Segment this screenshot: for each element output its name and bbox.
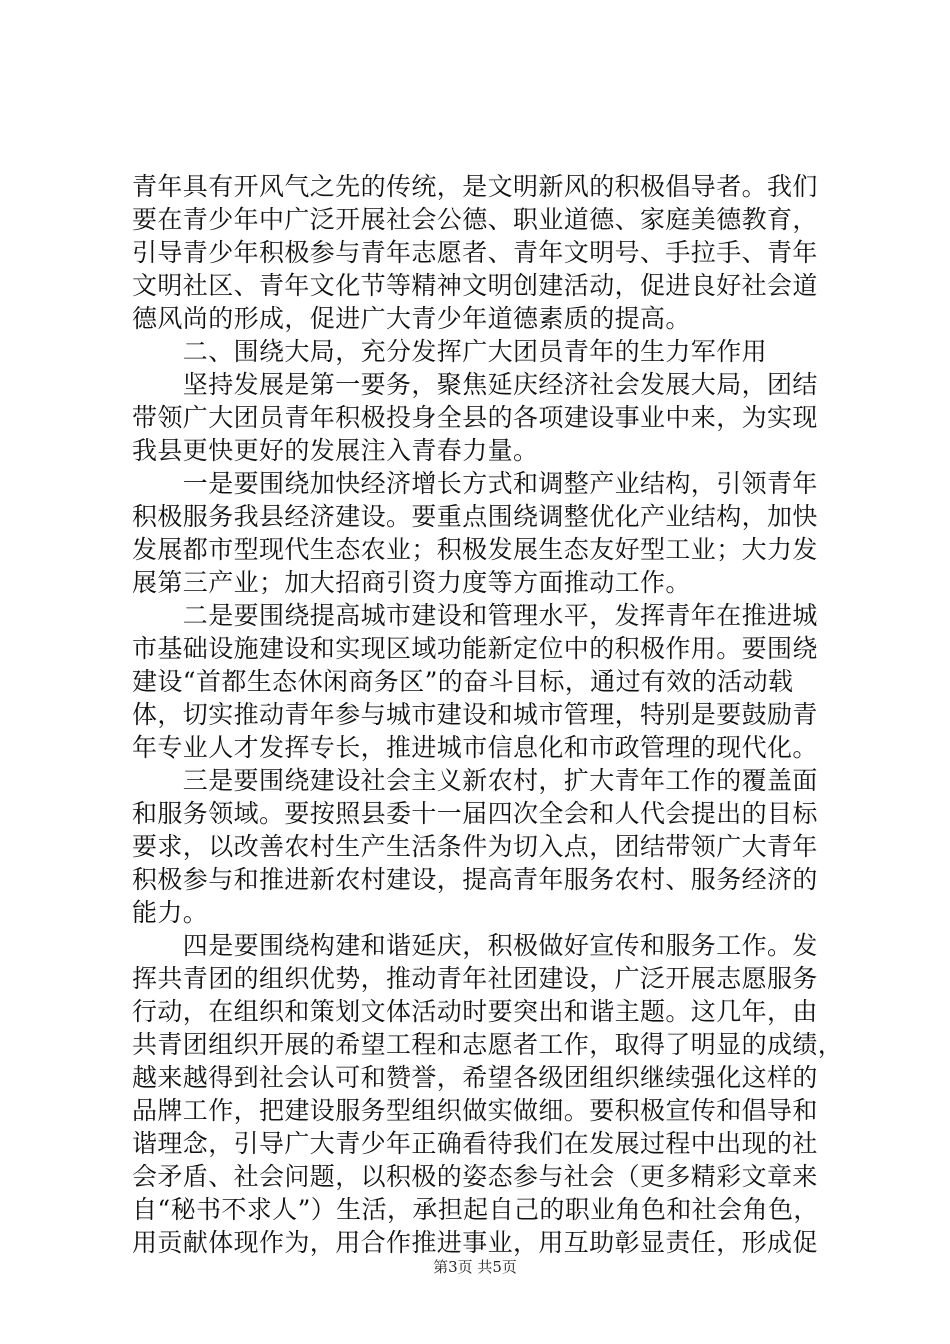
text-line: 市基础设施建设和实现区域功能新定位中的积极作用。要围绕 bbox=[132, 634, 818, 663]
text-line: 发展都市型现代生态农业；积极发展生态友好型工业；大力发 bbox=[132, 535, 818, 564]
text-line: 越来越得到社会认可和赞誉，希望各级团组织继续强化这样的 bbox=[132, 1063, 818, 1092]
text-line: 行动，在组织和策划文体活动时要突出和谐主题。这几年，由 bbox=[132, 997, 818, 1026]
text-line: 青年具有开风气之先的传统，是文明新风的积极倡导者。我们 bbox=[132, 172, 818, 201]
text-line: 我县更快更好的发展注入青春力量。 bbox=[132, 436, 539, 465]
text-line: 积极参与和推进新农村建设，提高青年服务农村、服务经济的 bbox=[132, 865, 818, 894]
text-line: 能力。 bbox=[132, 898, 209, 927]
text-line: 文明社区、青年文化节等精神文明创建活动，促进良好社会道 bbox=[132, 271, 818, 300]
text-line: 积极服务我县经济建设。要重点围绕调整优化产业结构，加快 bbox=[132, 502, 818, 531]
text-line: 建设“首都生态休闲商务区”的奋斗目标，通过有效的活动载 bbox=[132, 667, 794, 696]
text-line: 四是要围绕构建和谐延庆，积极做好宣传和服务工作。发 bbox=[132, 931, 818, 960]
text-line: 德风尚的形成，促进广大青少年道德素质的提高。 bbox=[132, 304, 691, 333]
text-line: 坚持发展是第一要务，聚焦延庆经济社会发展大局，团结 bbox=[132, 370, 818, 399]
text-line: 谐理念，引导广大青少年正确看待我们在发展过程中出现的社 bbox=[132, 1129, 818, 1158]
text-line: 要求，以改善农村生产生活条件为切入点，团结带领广大青年 bbox=[132, 832, 818, 861]
text-line: 会矛盾、社会问题，以积极的姿态参与社会（更多精彩文章来 bbox=[132, 1162, 818, 1191]
page-number-footer: 第3页 共5页 bbox=[433, 1258, 517, 1276]
text-line: 年专业人才发挥专长，推进城市信息化和市政管理的现代化。 bbox=[132, 733, 818, 762]
text-line: 二是要围绕提高城市建设和管理水平，发挥青年在推进城 bbox=[132, 601, 818, 630]
section-heading: 二、围绕大局，充分发挥广大团员青年的生力军作用 bbox=[132, 337, 768, 366]
text-line: 挥共青团的组织优势，推动青年社团建设，广泛开展志愿服务 bbox=[132, 964, 818, 993]
text-line: 一是要围绕加快经济增长方式和调整产业结构，引领青年 bbox=[132, 469, 818, 498]
text-line: 带领广大团员青年积极投身全县的各项建设事业中来，为实现 bbox=[132, 403, 818, 432]
text-line: 体，切实推动青年参与城市建设和城市管理，特别是要鼓励青 bbox=[132, 700, 818, 729]
text-line: 要在青少年中广泛开展社会公德、职业道德、家庭美德教育， bbox=[132, 205, 818, 234]
text-line: 品牌工作，把建设服务型组织做实做细。要积极宣传和倡导和 bbox=[132, 1096, 818, 1125]
text-line: 共青团组织开展的希望工程和志愿者工作，取得了明显的成绩， bbox=[132, 1030, 844, 1059]
text-line: 展第三产业；加大招商引资力度等方面推动工作。 bbox=[132, 568, 691, 597]
text-line: 用贡献体现作为，用合作推进事业，用互助彰显责任，形成促 bbox=[132, 1228, 818, 1257]
text-line: 自“秘书不求人”）生活，承担起自己的职业角色和社会角色， bbox=[132, 1195, 819, 1224]
text-line: 三是要围绕建设社会主义新农村，扩大青年工作的覆盖面 bbox=[132, 766, 818, 795]
text-line: 引导青少年积极参与青年志愿者、青年文明号、手拉手、青年 bbox=[132, 238, 818, 267]
document-body bbox=[132, 170, 844, 1259]
text-line: 和服务领域。要按照县委十一届四次全会和人代会提出的目标 bbox=[132, 799, 818, 828]
